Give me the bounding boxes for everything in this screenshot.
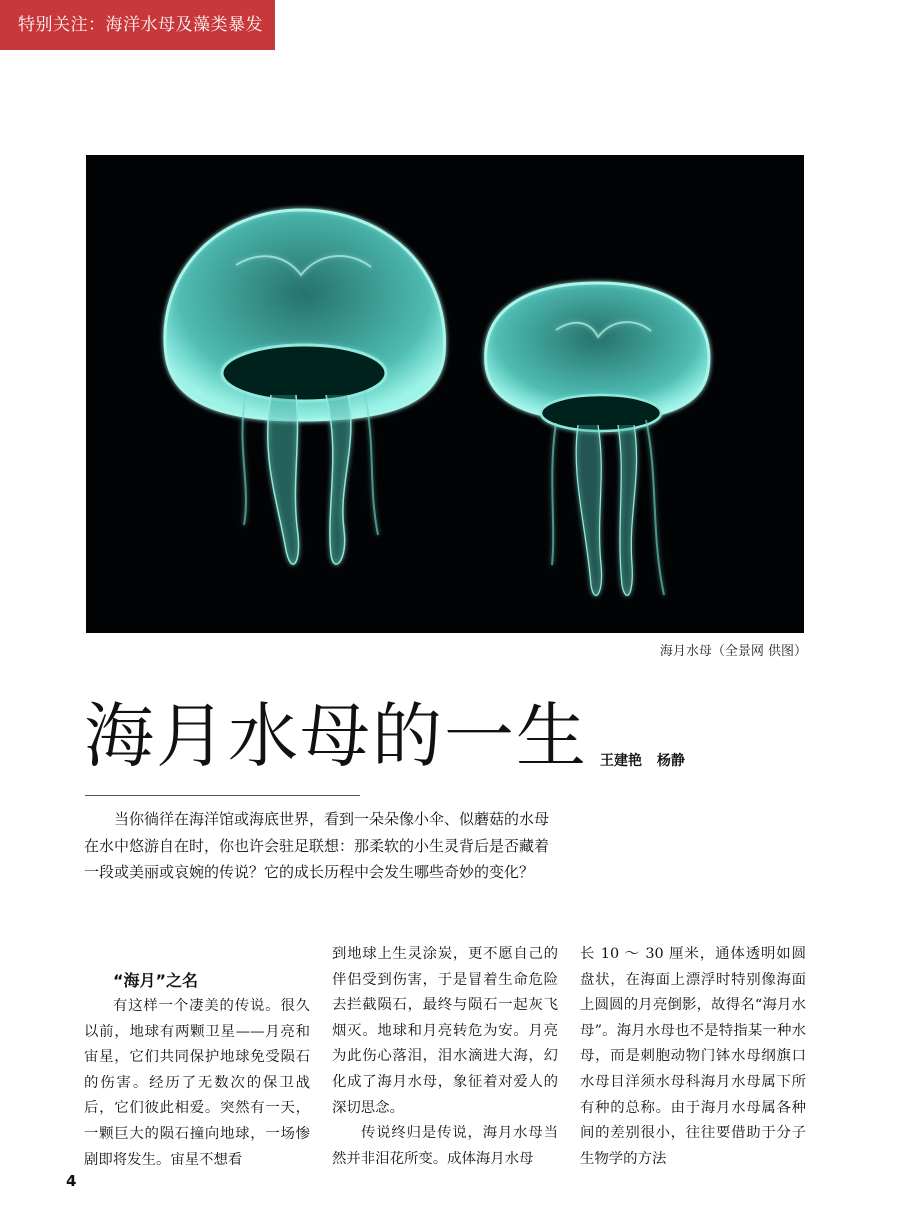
section-tag: 特别关注：海洋水母及藻类暴发 bbox=[0, 0, 275, 50]
body-paragraph: 到地球上生灵涂炭，更不愿自己的伴侣受到伤害，于是冒着生命危险去拦截陨石，最终与陨石一起灰飞烟灭。地球和月亮转危为安。月亮为此伤心落泪，泪水滴进大海，幻化成了海月水母，象征着对爱人的深切思念。 bbox=[332, 946, 558, 1116]
jellyfish-photo bbox=[86, 155, 804, 633]
jellyfish-large bbox=[165, 210, 445, 564]
body-column-2 bbox=[332, 942, 558, 1172]
body-column-1 bbox=[84, 968, 310, 1173]
body-paragraph: 传说终归是传说，海月水母当然并非泪花所变。成体海月水母 bbox=[332, 1125, 558, 1167]
photo-caption: 海月水母（全景网 供图） bbox=[659, 644, 807, 659]
article-intro: 当你徜徉在海洋馆或海底世界，看到一朵朵像小伞、似蘑菇的水母在水中悠游自在时，你也许会驻足联想：那柔软的小生灵背后是否藏着一段或美丽或哀婉的传说？它的成长历程中会发生哪些奇妙的变化？ bbox=[84, 810, 550, 881]
title-divider bbox=[85, 795, 360, 796]
body-paragraph: 有这样一个凄美的传说。很久以前，地球有两颗卫星——月亮和宙星，它们共同保护地球免受陨石的伤害。经历了无数次的保卫战后，它们彼此相爱。突然有一天，一颗巨大的陨石撞向地球，一场惨剧即将发生。宙星不想看 bbox=[84, 998, 310, 1168]
article-title: 海月水母的一生 bbox=[84, 695, 588, 777]
article-authors: 王建艳 杨静 bbox=[600, 753, 685, 769]
jellyfish-small bbox=[486, 283, 709, 595]
section-subhead: “海月”之名 bbox=[113, 971, 199, 990]
page-number: 4 bbox=[66, 1172, 77, 1190]
jellyfish-illustration bbox=[86, 155, 804, 633]
body-paragraph: 长 10 ～ 30 厘米，通体透明如圆盘状，在海面上漂浮时特别像海面上圆圆的月亮倒影，故得名“海月水母”。海月水母也不是特指某一种水母，而是刺胞动物门钵水母纲旗口水母目洋须水母科海月水母属下所有种的总称。由于海月水母属各种间的差别很小，往往要借助于分子生物学的方法 bbox=[580, 946, 806, 1167]
body-column-3 bbox=[580, 942, 806, 1172]
